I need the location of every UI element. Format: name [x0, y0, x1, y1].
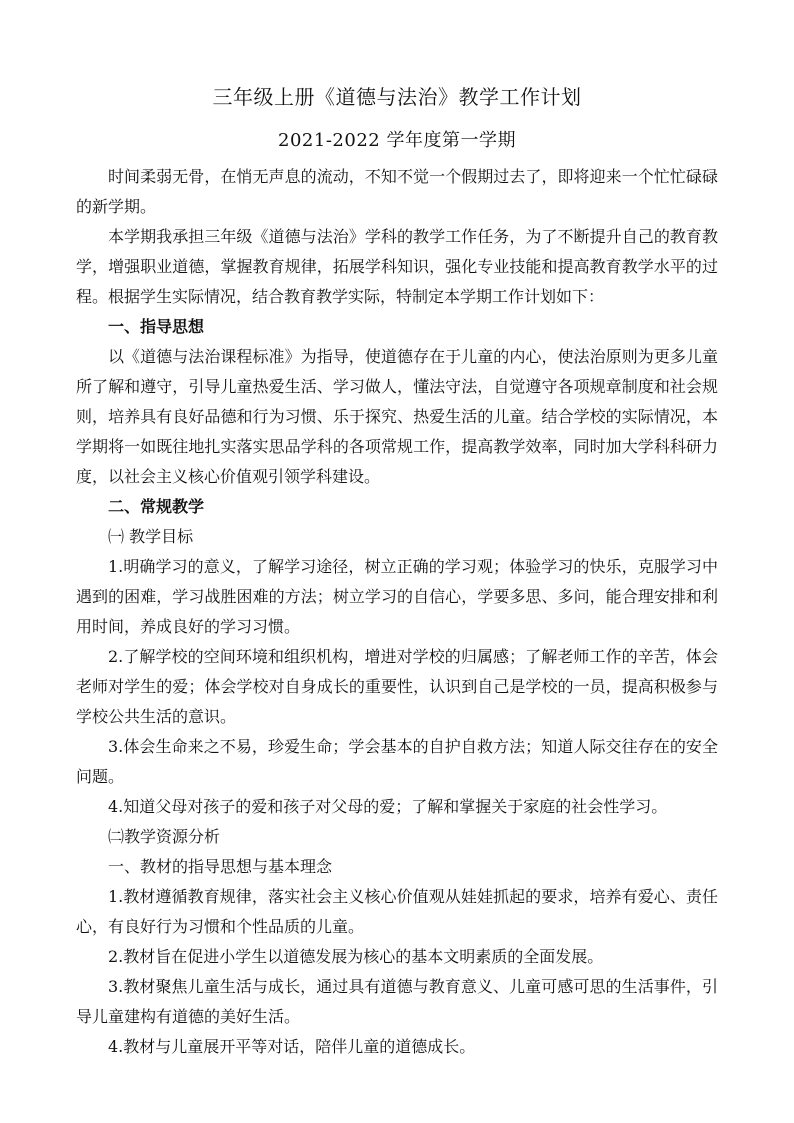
section-heading-routine-teaching: 二、常规教学 [108, 497, 205, 516]
guiding-ideology-paragraph: 以《道德与法治课程标准》为指导，使道德存在于儿童的内心，使法治原则为更多儿童所了解和遵守，引导儿童热爱生活、学习做人，懂法守法，自觉遵守各项规章制度和社会规则，培养具有良好品德和行为习惯、乐于探究、热爱生活的儿童。结合学校的实际情况，本学期将一如既往地扎实落实思品学科的各项常规工作，提高教学效率，同时加大学科科研力度，以社会主义核心价值观引领学科建设。 [76, 347, 718, 486]
goal-item: 1.明确学习的意义，了解学习途径，树立正确的学习观；体验学习的快乐，克服学习中遇到的困难，学习战胜困难的方法；树立学习的自信心，学要多思、多问，能合理安排和利用时间，养成良好的学习习惯。 [76, 557, 718, 636]
goal-item: 3.体会生命来之不易，珍爱生命；学会基本的自护自救方法；知道人际交往存在的安全问题。 [76, 737, 718, 786]
document-title: 三年级上册《道德与法治》教学工作计划 [212, 85, 582, 109]
intro-paragraph-2: 本学期我承担三年级《道德与法治》学科的教学工作任务，为了不断提升自己的教育教学，增强职业道德，掌握教育规律，拓展学科知识，强化专业技能和提高教育教学水平的过程。根据学生实际情况，结合教育教学实际，特制定本学期工作计划如下： [76, 227, 718, 306]
document-content [76, 80, 718, 1062]
goal-item: 2.了解学校的空间环境和组织机构，增进对学校的归属感；了解老师工作的辛苦，体会老师对学生的爱；体会学校对自身成长的重要性，认识到自己是学校的一员，提高积极参与学校公共生活的意识。 [76, 647, 718, 726]
document-subtitle: 2021-2022 学年度第一学期 [278, 130, 516, 151]
principle-item: 1.教材遵循教育规律，落实社会主义核心价值观从娃娃抓起的要求，培养有爱心、责任心，有良好行为习惯和个性品质的儿童。 [76, 887, 718, 936]
principle-item: 3.教材聚焦儿童生活与成长，通过具有道德与教育意义、儿童可感可思的生活事件，引导儿童建构有道德的美好生活。 [76, 977, 718, 1026]
subheading-resource-analysis: ㈡教学资源分析 [108, 827, 221, 846]
intro-paragraph-1: 时间柔弱无骨，在悄无声息的流动，不知不觉一个假期过去了，即将迎来一个忙忙碌碌的新学期。 [76, 167, 718, 216]
goal-item: 4.知道父母对孩子的爱和孩子对父母的爱；了解和掌握关于家庭的社会性学习。 [108, 797, 668, 816]
principle-item: 2.教材旨在促进小学生以道德发展为核心的基本文明素质的全面发展。 [108, 947, 604, 966]
subheading-teaching-goals: ㈠ 教学目标 [108, 527, 194, 546]
section-heading-guiding-ideology: 一、指导思想 [108, 317, 205, 336]
subheading-textbook-principles: 一、教材的指导思想与基本理念 [108, 857, 333, 876]
principle-item: 4.教材与儿童展开平等对话，陪伴儿童的道德成长。 [108, 1037, 476, 1056]
